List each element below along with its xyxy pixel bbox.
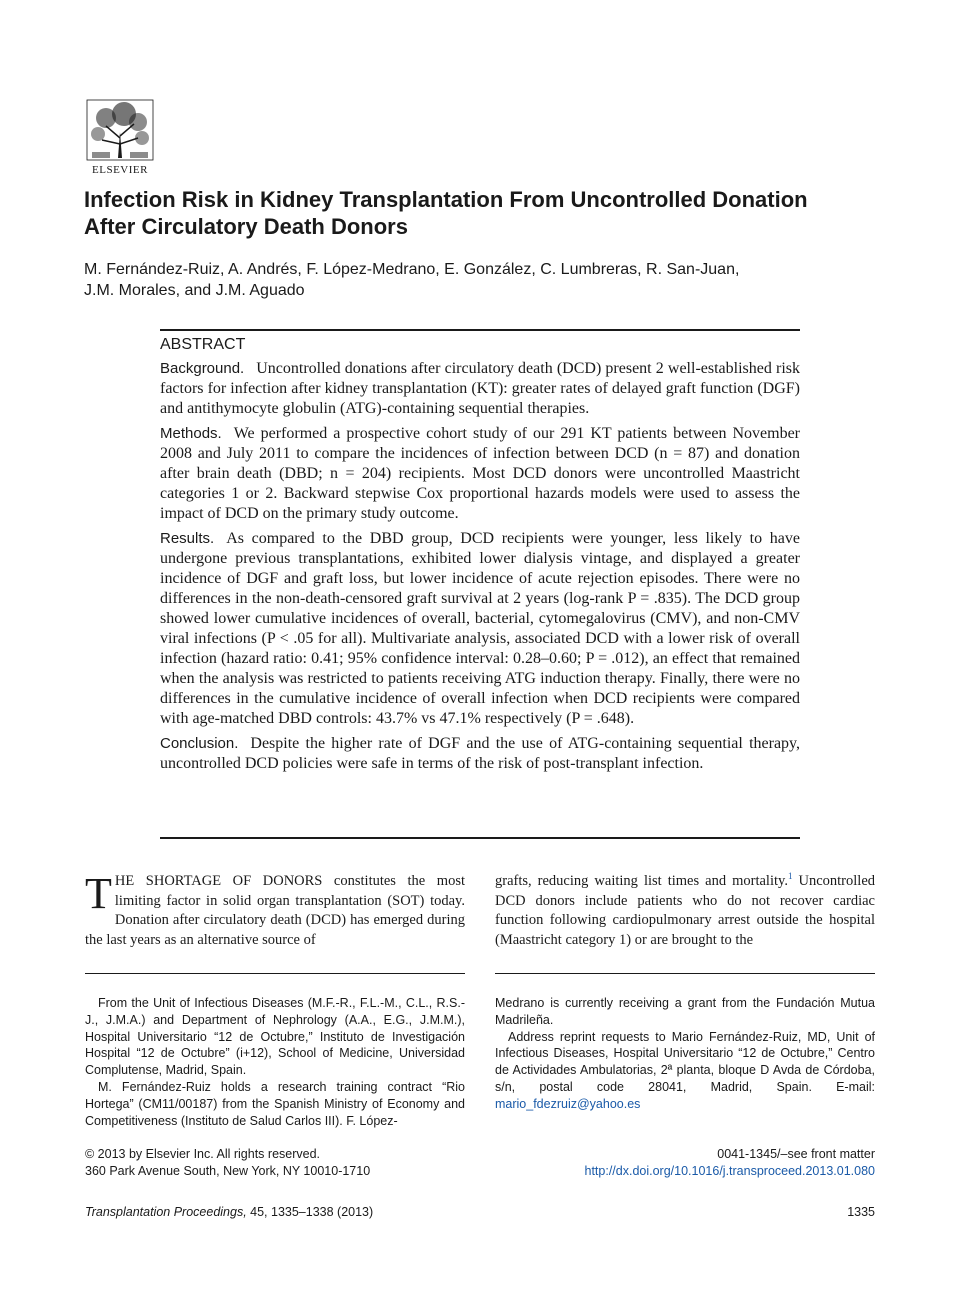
results-label: Results. [160, 530, 215, 547]
authors-line-2: J.M. Morales, and J.M. Aguado [84, 282, 305, 299]
intro-continued-text-a: grafts, reducing waiting list times and mortality. [495, 873, 788, 889]
copyright-line: © 2013 by Elsevier Inc. All rights reserved. [85, 1147, 321, 1161]
reprint-note [495, 1029, 875, 1113]
methods-text: We performed a prospective cohort study of our 291 KT patients between November 2008 and July 2011 to compare the incidences of infection between DCD (n = 87) and donation after brain death (DBD; n = 204) recipients. Most DCD donors were uncontrolled Maastricht categories 1 or 2. Backward stepwise Cox proportional hazards models were used to assess the impact of DCD on the primary study outcome. [160, 425, 800, 522]
journal-name: Transplantation Proceedings, [85, 1205, 247, 1219]
abstract-top-rule [160, 329, 800, 331]
issn-line: 0041-1345/–see front matter [717, 1147, 875, 1161]
abstract-results [160, 529, 800, 729]
author-list [84, 259, 804, 301]
abstract-bottom-rule [160, 837, 800, 839]
methods-label: Methods. [160, 425, 222, 442]
page-number: 1335 [847, 1205, 875, 1219]
affiliation-note: From the Unit of Infectious Diseases (M.F.-R., F.L.-M., C.L., R.S.-J., J.M.A.) and Department of Nephrology (A.A., E.G., J.M.M.), Hospital Universitario “12 de Octubre,” Instituto de Investigación Hospital “12 de Octubre” (i+12), School of Medicine, Universidad Complutense, Madrid, Spain. [85, 996, 465, 1078]
authors-line-1: M. Fernández-Ruiz, A. Andrés, F. López-Medrano, E. González, C. Lumbreras, R. San-Juan, [84, 261, 740, 278]
abstract-methods [160, 424, 800, 524]
footnote-rule-left [85, 973, 465, 974]
issn-block [585, 1146, 876, 1180]
drop-cap: T [85, 869, 112, 918]
footnote-rule-right [495, 973, 875, 974]
intro-paragraph [85, 869, 465, 950]
publisher-address: 360 Park Avenue South, New York, NY 10010-1710 [85, 1164, 371, 1178]
journal-citation [85, 1205, 373, 1219]
results-text: As compared to the DBD group, DCD recipients were younger, less likely to have undergone previous transplantations, exhibited lower dialysis vintage, and displayed a greater incidence of DGF and graft loss, but lower incidence of acute rejection episodes. There were no differences in the non-death-censored graft survival at 2 years (log-rank P = .835). The DCD group showed lower cumulative incidences of overall, bacterial, cytomegalovirus (CMV), and non-CMV viral infections (P < .05 for all). Multivariate analysis, associated DCD with a lower risk of overall infection (hazard ratio: 0.41; 95% confidence interval: 0.28–0.60; P = .012), an effect that remained when the analysis was restricted to patients receiving ATG induction therapy. Finally, there were no differences in the cumulative incidence of overall infection when DCD recipients were compared with age-matched DBD controls: 43.7% vs 47.1% respectively (P = .648). [160, 530, 800, 727]
copyright-block [85, 1146, 370, 1180]
body-column-left [85, 869, 465, 950]
article-title: Infection Risk in Kidney Transplantation From Uncontrolled Donation After Circulatory Death Donors [84, 187, 808, 239]
background-label: Background. [160, 360, 245, 377]
email-link[interactable]: mario_fdezruiz@yahoo.es [495, 1096, 641, 1111]
intro-continued [495, 872, 875, 950]
body-column-right [495, 872, 875, 950]
footnotes-left [85, 995, 465, 1129]
reprint-text: Address reprint requests to Mario Fernández-Ruiz, MD, Unit of Infectious Diseases, Hospital Universitario “12 de Octubre,” Centro de Actividades Ambulatorias, 2ª planta, bloque D Avda de Córdoba, s/n, postal code 28041, Madrid, Spain. E-mail: [495, 1029, 875, 1094]
elsevier-tree-icon [84, 98, 156, 162]
background-text: Uncontrolled donations after circulatory death (DCD) present 2 well-established risk factors for infection after kidney transplantation (KT): greater rates of delayed graft function (DGF) and antithymocyte globulin (ATG)-containing sequential therapies. [160, 360, 800, 417]
funding-note-continued: Medrano is currently receiving a grant from the Fundación Mutua Madrileña. [495, 996, 875, 1027]
journal-reference: 45, 1335–1338 (2013) [246, 1205, 374, 1219]
publisher-logo-text: ELSEVIER [92, 164, 148, 176]
abstract-background [160, 359, 800, 419]
abstract-conclusion [160, 734, 800, 774]
doi-link[interactable]: http://dx.doi.org/10.1016/j.transproceed.2013.01.080 [584, 1164, 875, 1178]
conclusion-text: Despite the higher rate of DGF and the use of ATG-containing sequential therapy, uncontrolled DCD policies were safe in terms of the risk of post-transplant infection. [160, 735, 800, 772]
intro-text: HE SHORTAGE OF DONORS constitutes the most limiting factor in solid organ transplantation (SOT) today. Donation after circulatory death (DCD) has emerged during the last years as an alternative source of [85, 873, 465, 948]
footnotes-right [495, 995, 875, 1113]
funding-note: M. Fernández-Ruiz holds a research training contract “Rio Hortega” (CM11/00187) from the Spanish Ministry of Economy and Competitiveness (Instituto de Salud Carlos III). F. López- [85, 1079, 465, 1128]
abstract-section [160, 335, 800, 779]
conclusion-label: Conclusion. [160, 735, 239, 752]
intro-continued-text-b: Uncontrolled DCD donors include patients who do not recover cardiac function following cardiopulmonary arrest outside the hospital (Maastricht category 1) or are brought to the [495, 873, 876, 948]
reference-link[interactable]: 1 [787, 871, 793, 882]
abstract-heading: ABSTRACT [160, 336, 246, 353]
